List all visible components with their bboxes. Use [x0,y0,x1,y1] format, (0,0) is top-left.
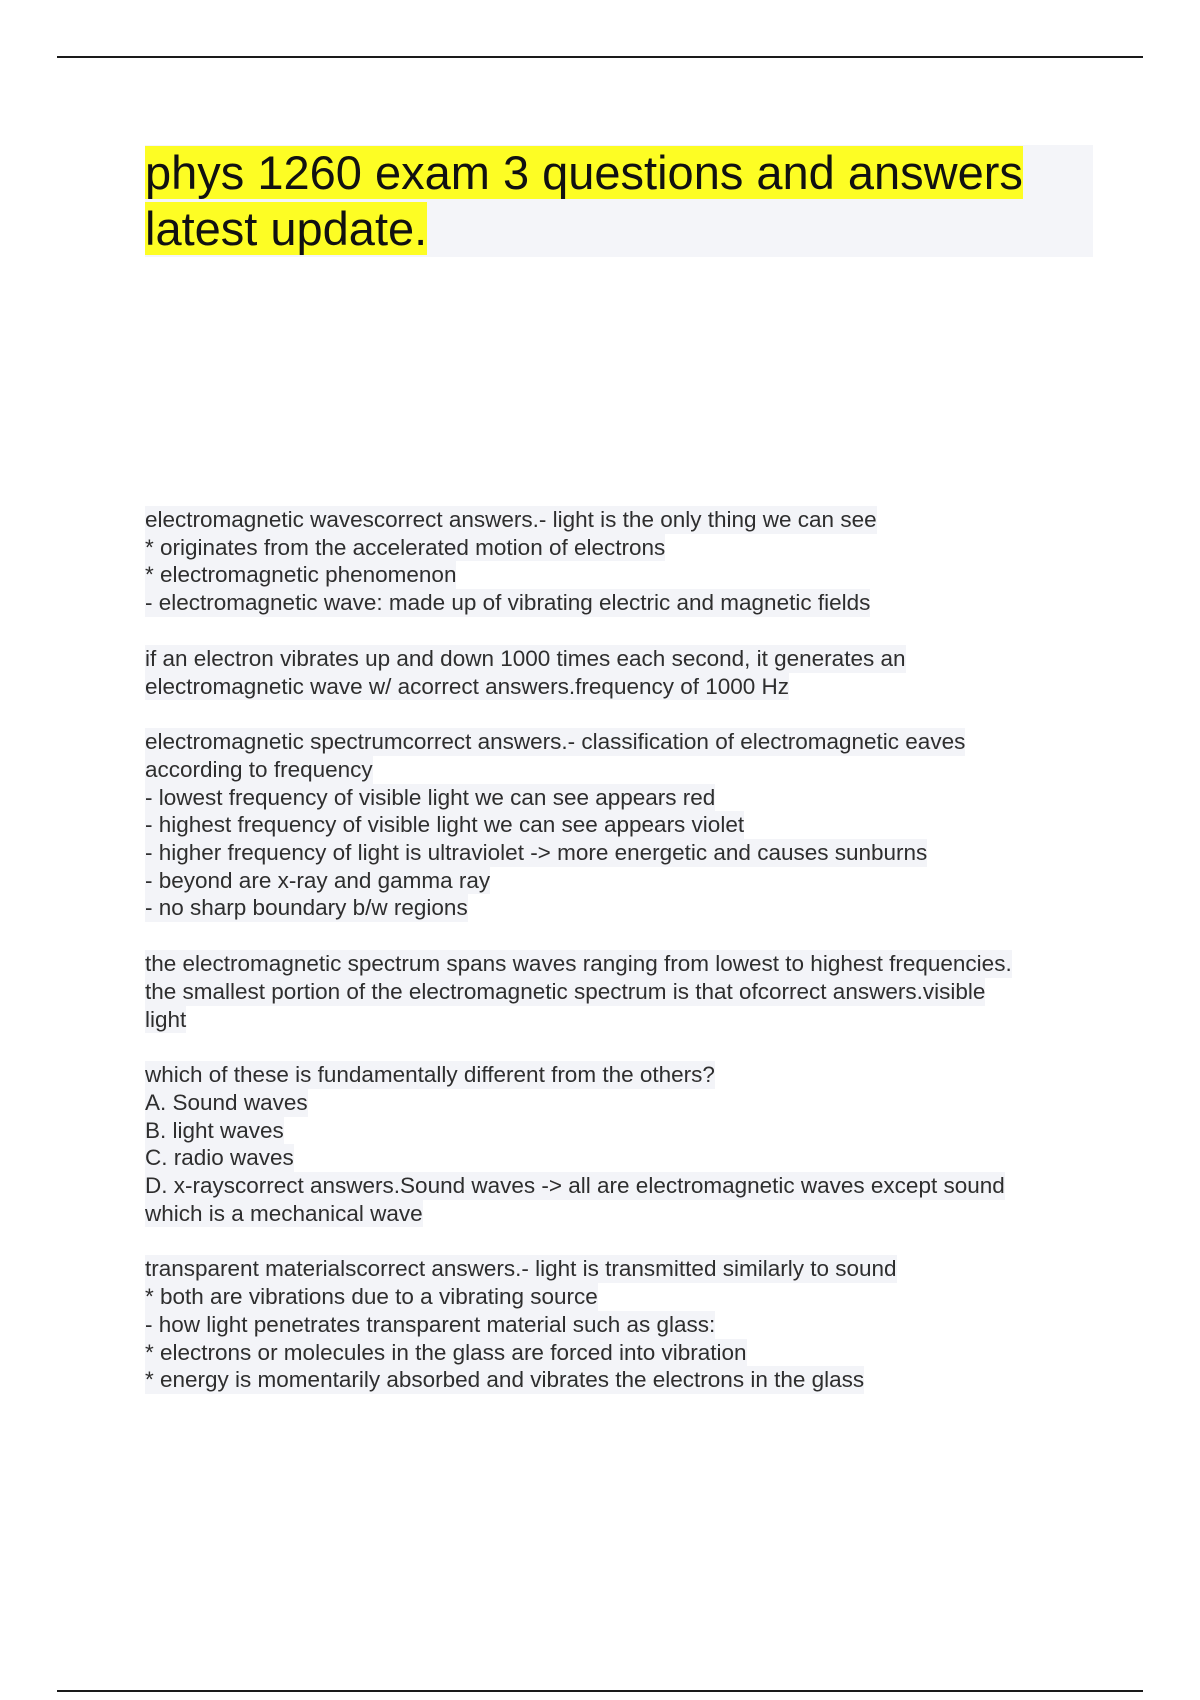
document-body [145,506,1085,1422]
text-line: * electromagnetic phenomenon [145,562,457,588]
text-line: according to frequency [145,756,373,782]
text-line: * energy is momentarily absorbed and vibrates the electrons in the glass [145,1367,865,1393]
text-line: * both are vibrations due to a vibrating source [145,1284,598,1310]
qa-block [145,728,1085,922]
top-rule [57,56,1143,58]
text-line: the smallest portion of the electromagnetic spectrum is that ofcorrect answers.visible [145,978,986,1004]
qa-block [145,506,1085,617]
text-line: light [145,1006,187,1032]
title-line-1: phys 1260 exam 3 questions and answers [145,146,1023,199]
text-line: C. radio waves [145,1145,294,1171]
text-line: A. Sound waves [145,1089,308,1115]
text-line: which of these is fundamentally different from the others? [145,1062,715,1088]
text-line: the electromagnetic spectrum spans waves ranging from lowest to highest frequencies. [145,951,1012,977]
text-line: transparent materialscorrect answers.- light is transmitted similarly to sound [145,1256,897,1282]
text-line: - lowest frequency of visible light we can see appears red [145,784,716,810]
text-line: - higher frequency of light is ultraviolet -> more energetic and causes sunburns [145,840,928,866]
qa-block [145,950,1085,1033]
text-line: * originates from the accelerated motion of electrons [145,534,666,560]
text-line: - no sharp boundary b/w regions [145,895,468,921]
text-line: * electrons or molecules in the glass are forced into vibration [145,1339,747,1365]
text-line: - how light penetrates transparent material such as glass: [145,1311,716,1337]
qa-block [145,1061,1085,1227]
text-line: - beyond are x-ray and gamma ray [145,867,491,893]
text-line: electromagnetic wave w/ acorrect answers.frequency of 1000 Hz [145,673,790,699]
text-line: D. x-rayscorrect answers.Sound waves -> all are electromagnetic waves except sound [145,1173,1005,1199]
text-line: - electromagnetic wave: made up of vibrating electric and magnetic fields [145,590,871,616]
text-line: B. light waves [145,1117,284,1143]
qa-block [145,1255,1085,1394]
document-title [145,145,1093,257]
title-line-2: latest update. [145,202,428,255]
bottom-rule [57,1690,1143,1692]
title-block [145,145,1093,257]
text-line: which is a mechanical wave [145,1200,423,1226]
text-line: if an electron vibrates up and down 1000 times each second, it generates an [145,645,906,671]
text-line: electromagnetic wavescorrect answers.- light is the only thing we can see [145,507,877,532]
text-line: - highest frequency of visible light we can see appears violet [145,812,745,838]
text-line: electromagnetic spectrumcorrect answers.- classification of electromagnetic eaves [145,729,966,755]
qa-block [145,645,1085,700]
